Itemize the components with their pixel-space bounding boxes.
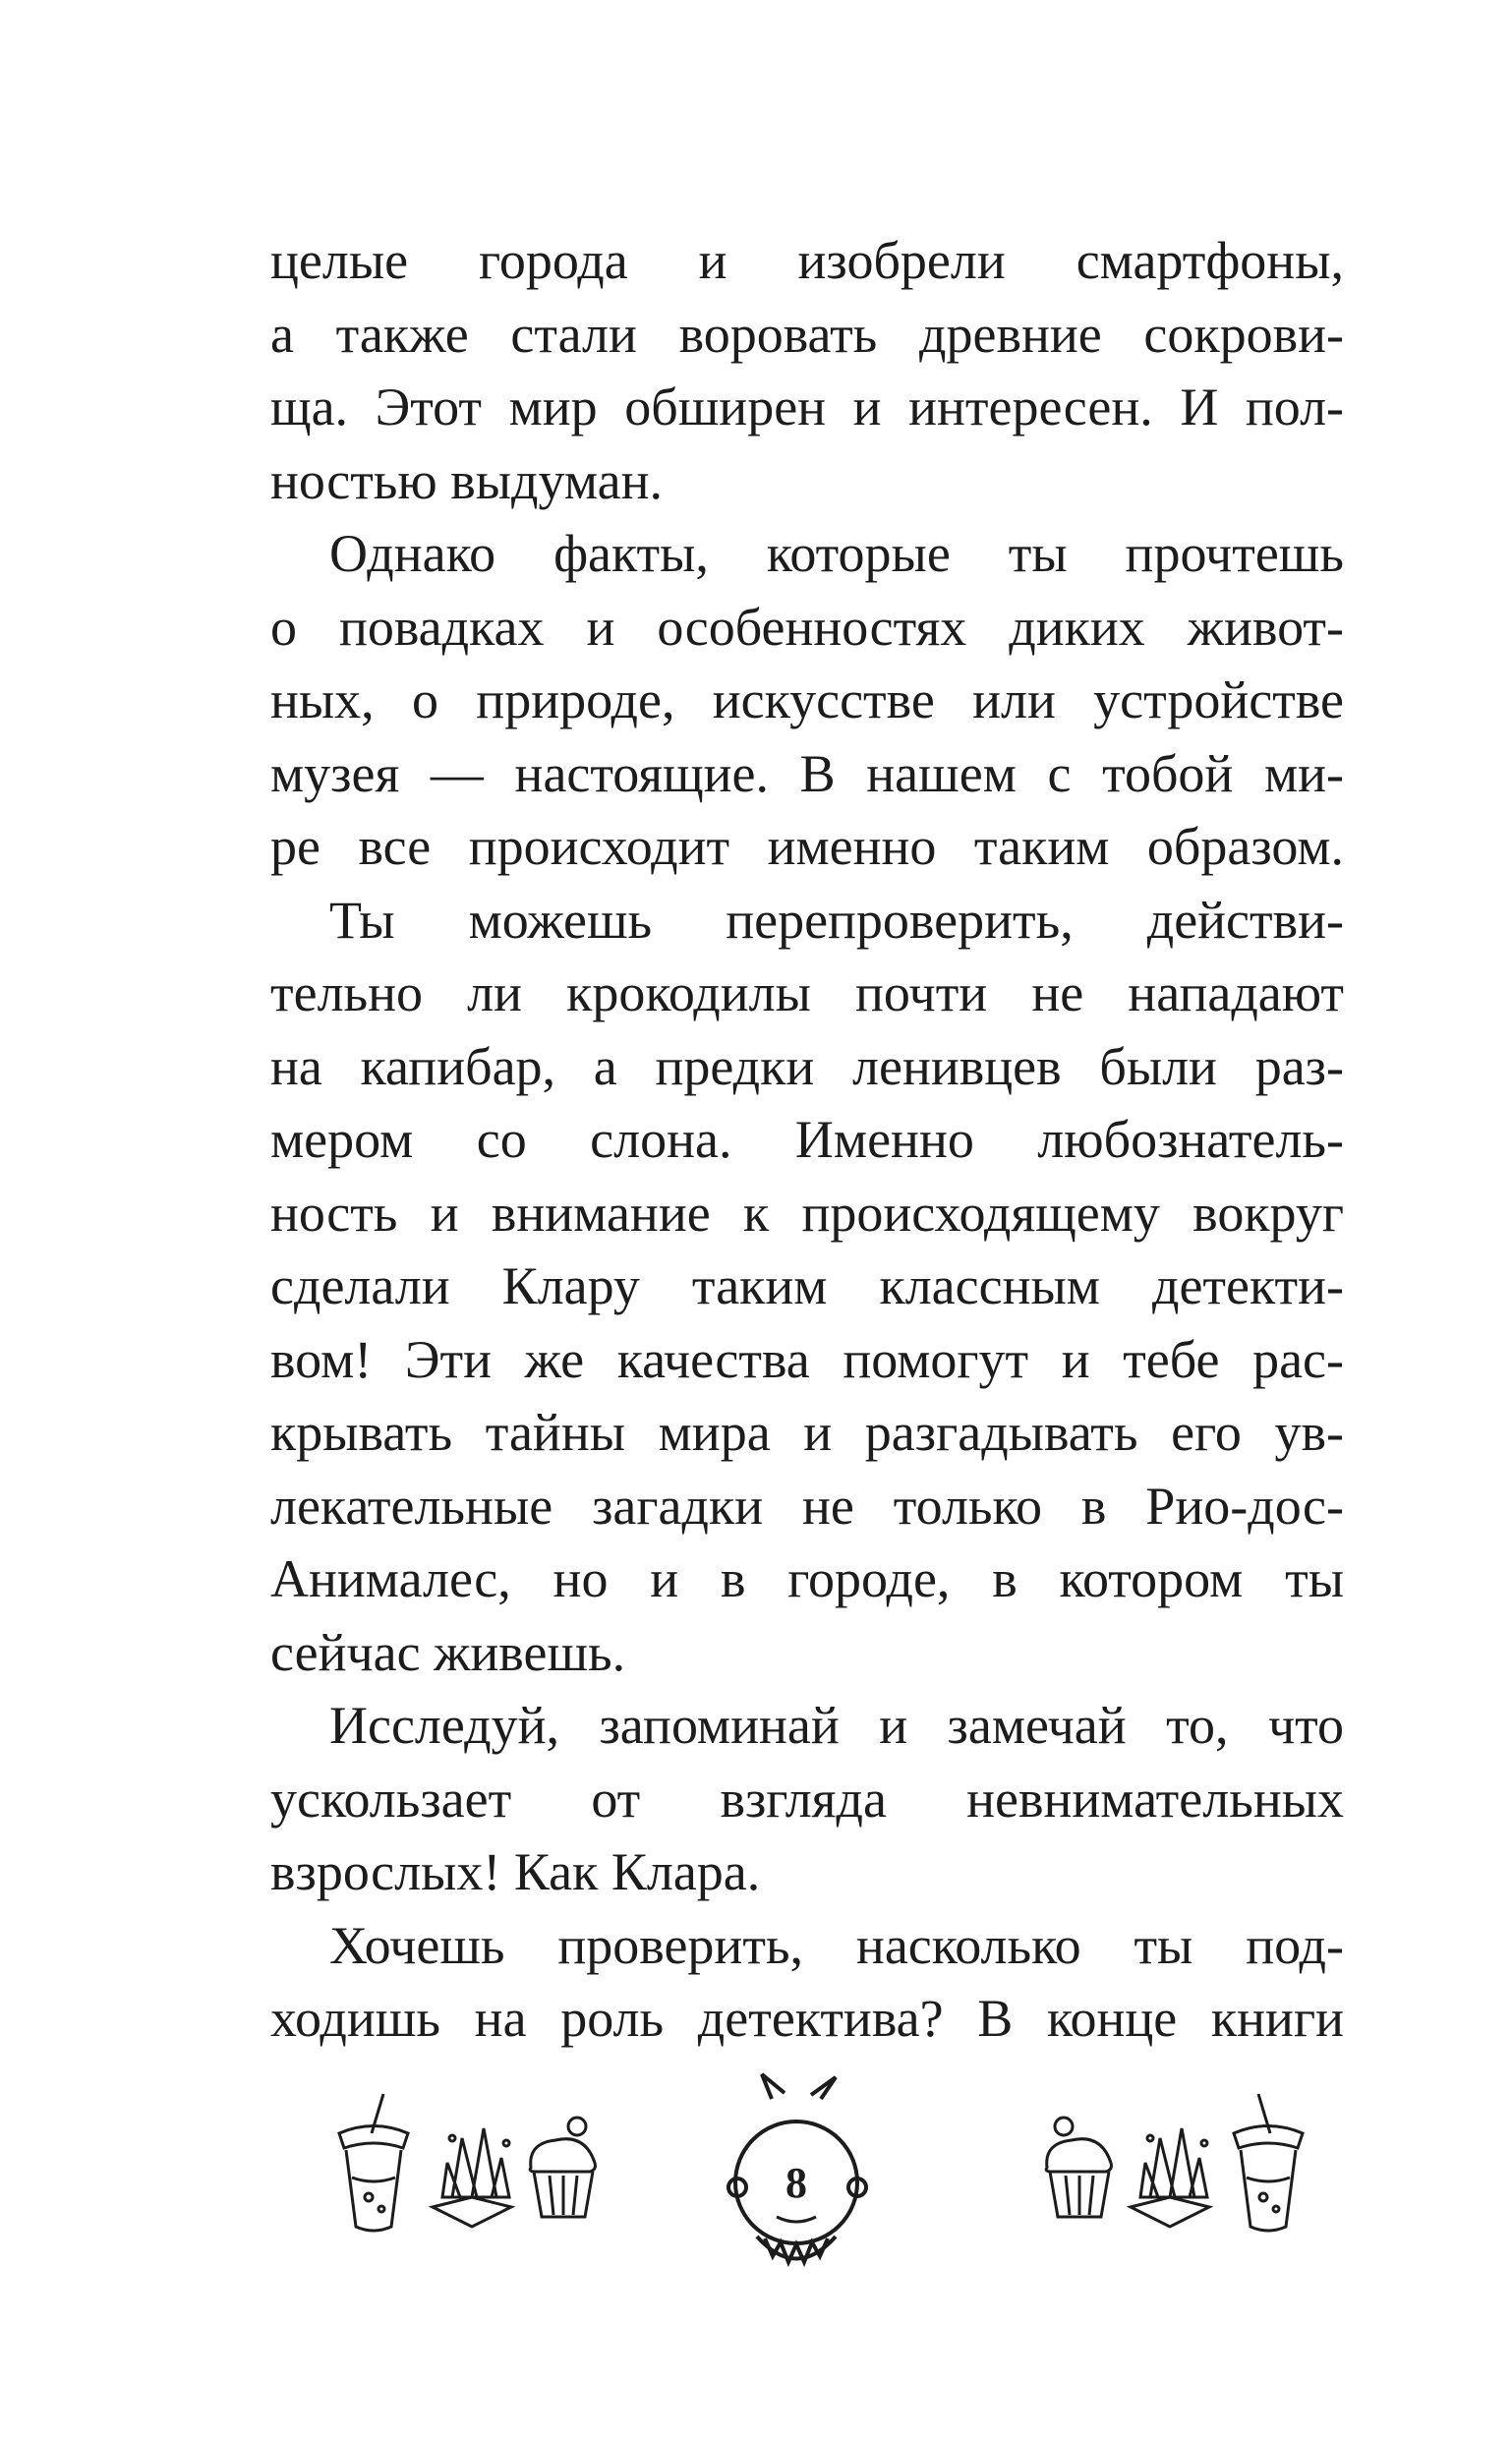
text-line: лекательные загадки не только в Рио-дос- bbox=[270, 1476, 1344, 1536]
text-line: тельно ли крокодилы почти не нападают bbox=[270, 963, 1344, 1022]
text-line: Однако факты, которые ты прочтешь bbox=[329, 524, 1344, 583]
text-line: на капибар, а предки ленивцев были раз- bbox=[270, 1036, 1344, 1096]
text-line: крывать тайны мира и разгадывать его ув- bbox=[270, 1403, 1344, 1462]
text-line: ускользает от взгляда невнимательных bbox=[270, 1769, 1344, 1829]
cupcake-icon bbox=[1032, 2109, 1126, 2227]
crystals-icon bbox=[423, 2119, 521, 2237]
paragraph bbox=[270, 884, 1344, 1690]
text-line: сейчас живешь. bbox=[270, 1622, 626, 1682]
text-line: ре все происходит именно таким образом. bbox=[270, 817, 1344, 876]
text-line: вом! Эти же качества помогут и тебе рас- bbox=[270, 1329, 1344, 1389]
text-line: о повадках и особенностях диких живот- bbox=[270, 597, 1344, 657]
drink-cup-icon bbox=[1219, 2089, 1317, 2237]
text-line: ностью выдуман. bbox=[270, 450, 663, 510]
paragraph bbox=[270, 224, 1344, 517]
text-line: сделали Клару таким классным детекти- bbox=[270, 1256, 1344, 1315]
paragraph bbox=[270, 1689, 1344, 1909]
cupcake-icon bbox=[516, 2109, 610, 2227]
paragraph bbox=[270, 517, 1344, 884]
text-line: Исследуй, запоминай и замечай то, что bbox=[329, 1696, 1344, 1755]
text-line: Хочешь проверить, насколько ты под- bbox=[329, 1915, 1344, 1975]
text-line: мером со слона. Именно любознатель- bbox=[270, 1110, 1344, 1169]
text-line: музея — настоящие. В нашем с тобой ми- bbox=[270, 743, 1344, 803]
text-line: Ты можешь перепроверить, действи- bbox=[329, 890, 1344, 950]
text-line: целые города и изобрели смартфоны, bbox=[270, 231, 1344, 290]
crystals-icon bbox=[1121, 2119, 1219, 2237]
text-line: взрослых! Как Клара. bbox=[270, 1842, 761, 1901]
text-line: а также стали воровать древние сокрови- bbox=[270, 304, 1344, 364]
page-footer bbox=[0, 2069, 1512, 2305]
text-line: ных, о природе, искусстве или устройстве bbox=[270, 670, 1344, 729]
text-line: ходишь на роль детектива? В конце книги bbox=[270, 1989, 1344, 2048]
page-number-badge bbox=[727, 2069, 865, 2305]
text-line: ность и внимание к происходящему вокруг bbox=[270, 1183, 1344, 1243]
text-line: Анималес, но и в городе, в котором ты bbox=[270, 1549, 1344, 1608]
paragraph bbox=[270, 1909, 1344, 2056]
page-text bbox=[270, 224, 1344, 2056]
page-number: 8 bbox=[785, 2159, 807, 2207]
drink-cup-icon bbox=[324, 2089, 423, 2237]
text-line: ща. Этот мир обширен и интересен. И пол- bbox=[270, 378, 1344, 436]
